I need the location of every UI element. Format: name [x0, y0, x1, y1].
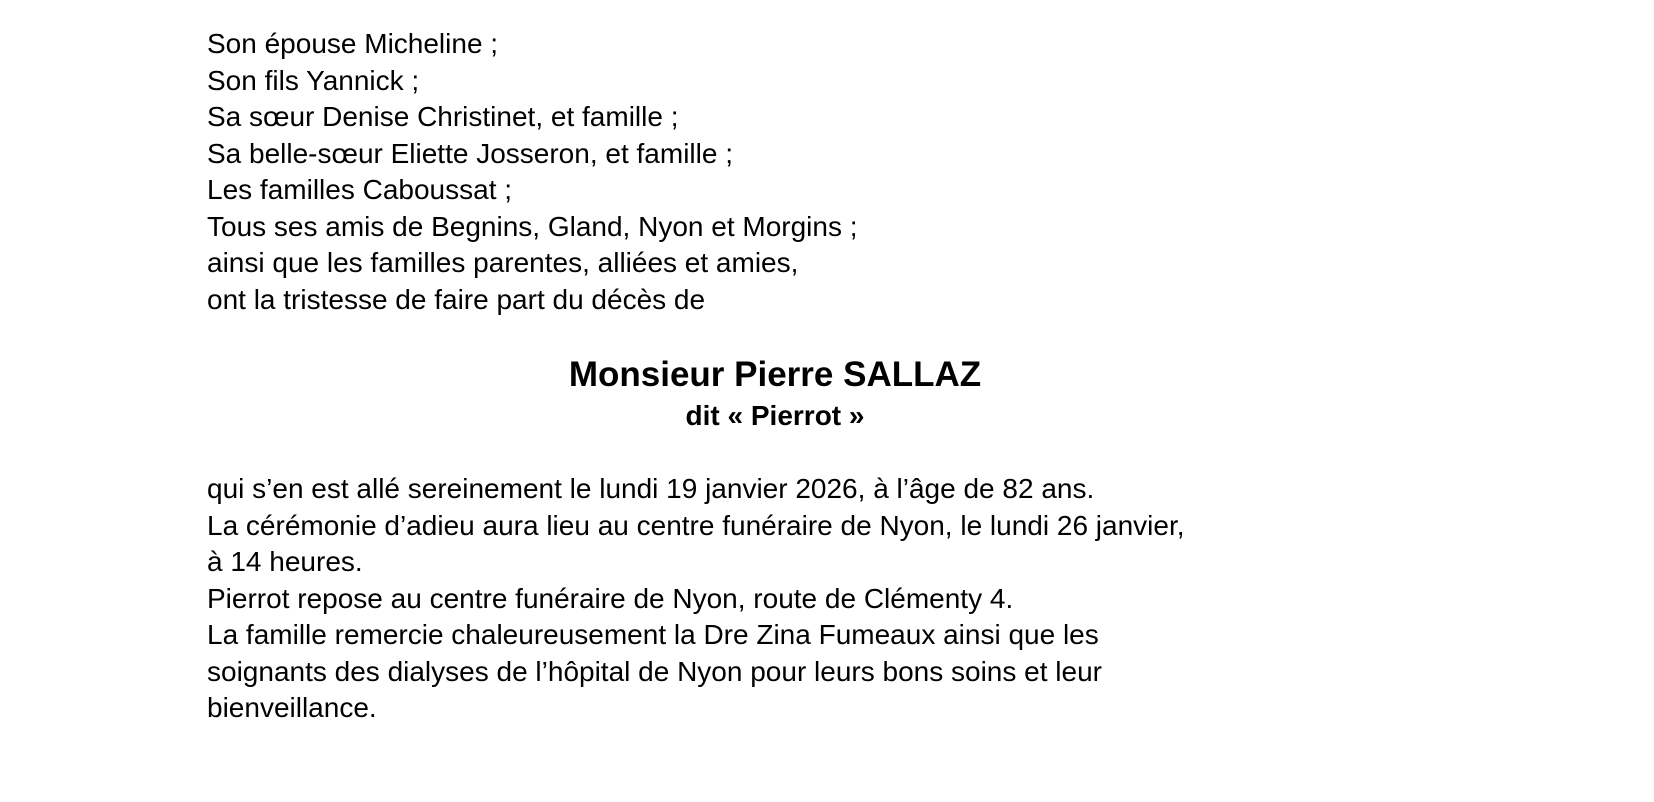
text-column: [207, 26, 1343, 727]
body-line-thanks-2: soignants des dialyses de l’hôpital de Nyon pour leurs bons soins et leur: [207, 655, 1102, 687]
body-line-repose: Pierrot repose au centre funéraire de Nyon, route de Clémenty 4.: [207, 582, 1014, 614]
deceased-title-block: [207, 353, 1343, 434]
intro-line-sister-in-law: Sa belle-sœur Eliette Josseron, et famille ;: [207, 137, 733, 169]
deceased-name: Monsieur Pierre SALLAZ: [568, 355, 982, 394]
body-line-ceremony: La cérémonie d’adieu aura lieu au centre funéraire de Nyon, le lundi 26 janvier,: [207, 509, 1185, 541]
intro-line-friends: Tous ses amis de Begnins, Gland, Nyon et Morgins ;: [207, 210, 858, 242]
intro-line-announce: ont la tristesse de faire part du décès de: [207, 283, 706, 315]
deceased-nickname: dit « Pierrot »: [685, 400, 865, 431]
announcement-body-block: [207, 471, 1343, 727]
body-line-thanks-3: bienveillance.: [207, 692, 377, 723]
body-line-thanks-1: La famille remercie chaleureusement la Dre Zina Fumeaux ainsi que les: [207, 619, 1099, 650]
relatives-intro-block: [207, 26, 1343, 318]
intro-line-families: Les familles Caboussat ;: [207, 174, 513, 205]
intro-line-son: Son fils Yannick ;: [207, 64, 420, 96]
body-line-ceremony-time: à 14 heures.: [207, 546, 363, 577]
body-line-death-date: qui s’en est allé sereinement le lundi 19 janvier 2026, à l’âge de 82 ans.: [207, 473, 1095, 504]
intro-line-sister: Sa sœur Denise Christinet, et famille ;: [207, 101, 679, 132]
intro-line-spouse: Son épouse Micheline ;: [207, 28, 499, 59]
intro-line-related-families: ainsi que les familles parentes, alliées et amies,: [207, 247, 799, 278]
